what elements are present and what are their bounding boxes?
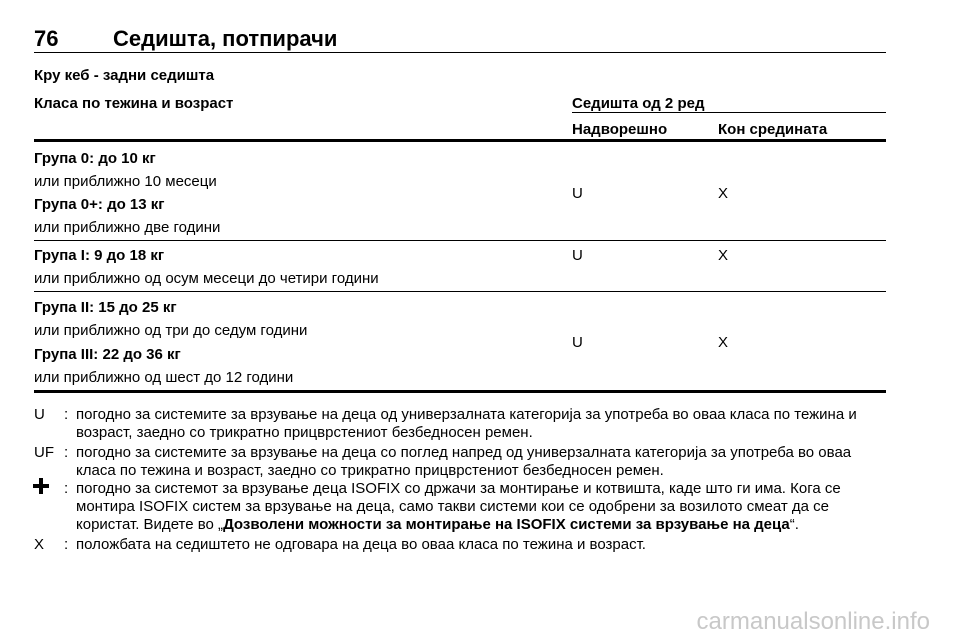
- suitability-outer: U: [572, 247, 583, 264]
- legend-colon: :: [64, 444, 69, 461]
- row-class-note: или приближно од три до седум години: [34, 322, 308, 339]
- legend-colon: :: [64, 536, 69, 553]
- plus-icon: [33, 478, 49, 494]
- row-class-note: или приближно од шест до 12 години: [34, 369, 294, 386]
- watermark: carmanualsonline.info: [696, 608, 930, 635]
- row-class-label: Група II: 15 до 25 кг: [34, 299, 177, 316]
- row-divider: [34, 291, 886, 292]
- suitability-outer: U: [572, 185, 583, 202]
- legend-colon: :: [64, 406, 69, 423]
- page-number: 76: [34, 26, 59, 51]
- legend-key: X: [34, 536, 45, 553]
- row-class-label: Група III: 22 до 36 кг: [34, 346, 181, 363]
- legend-colon: :: [64, 480, 69, 497]
- legend-text: [76, 480, 886, 534]
- legend-key: U: [34, 406, 45, 423]
- row-class-label: Група 0+: до 13 кг: [34, 196, 165, 213]
- column-header-class: Класа по тежина и возраст: [34, 95, 234, 112]
- column-header-seats: Седишта од 2 ред: [572, 95, 705, 112]
- suitability-center: X: [718, 247, 729, 264]
- legend-key: UF: [34, 444, 54, 461]
- legend-text-after: “.: [789, 516, 799, 533]
- column-header-outer: Надворешно: [572, 121, 668, 138]
- legend-text: погодно за системите за врзување на деца со поглед напред од универзалната категорија за употреба во оваа класа по тежина и возраст, заедно со трикратно прицврстениот безбедносен ремен.: [76, 444, 852, 479]
- legend-text: положбата на седиштето не одговара на деца во оваа класа по тежина и возраст.: [76, 536, 646, 553]
- row-class-note: или приближно 10 месеци: [34, 173, 217, 190]
- row-class-label: Група 0: до 10 кг: [34, 150, 156, 167]
- table-header-rule: [34, 139, 886, 142]
- suitability-outer: U: [572, 334, 583, 351]
- row-divider: [34, 240, 886, 241]
- table-bottom-rule: [34, 390, 886, 393]
- row-class-note: или приближно од осум месеци до четири години: [34, 270, 379, 287]
- section-title: Кру кеб - задни седишта: [34, 67, 215, 84]
- header-rule: [34, 52, 886, 53]
- suitability-center: X: [718, 334, 729, 351]
- legend-text: погодно за системите за врзување на деца од универзалната категорија за употреба во оваа класа по тежина и возраст, заедно со трикратно прицврстениот безбедносен ремен.: [76, 406, 857, 441]
- chapter-title: Седишта, потпирачи: [113, 26, 338, 51]
- column-header-center: Кон средината: [718, 121, 828, 138]
- suitability-center: X: [718, 185, 729, 202]
- header-sub-rule: [572, 112, 886, 113]
- row-class-note: или приближно две години: [34, 219, 221, 236]
- legend-text-before: погодно за системот за врзување деца ISOFIX со држачи за монтирање и котвишта, каде што ги има. Кога се монтира ISOFIX систем за врзување на деца, само такви системи кои се одобрени за возилото смеат да се користат. Видете во „: [76, 480, 841, 533]
- cross-reference-link: Дозволени можности за монтирање на ISOFIX системи за врзување на деца: [223, 516, 790, 533]
- row-class-label: Група I: 9 до 18 кг: [34, 247, 165, 264]
